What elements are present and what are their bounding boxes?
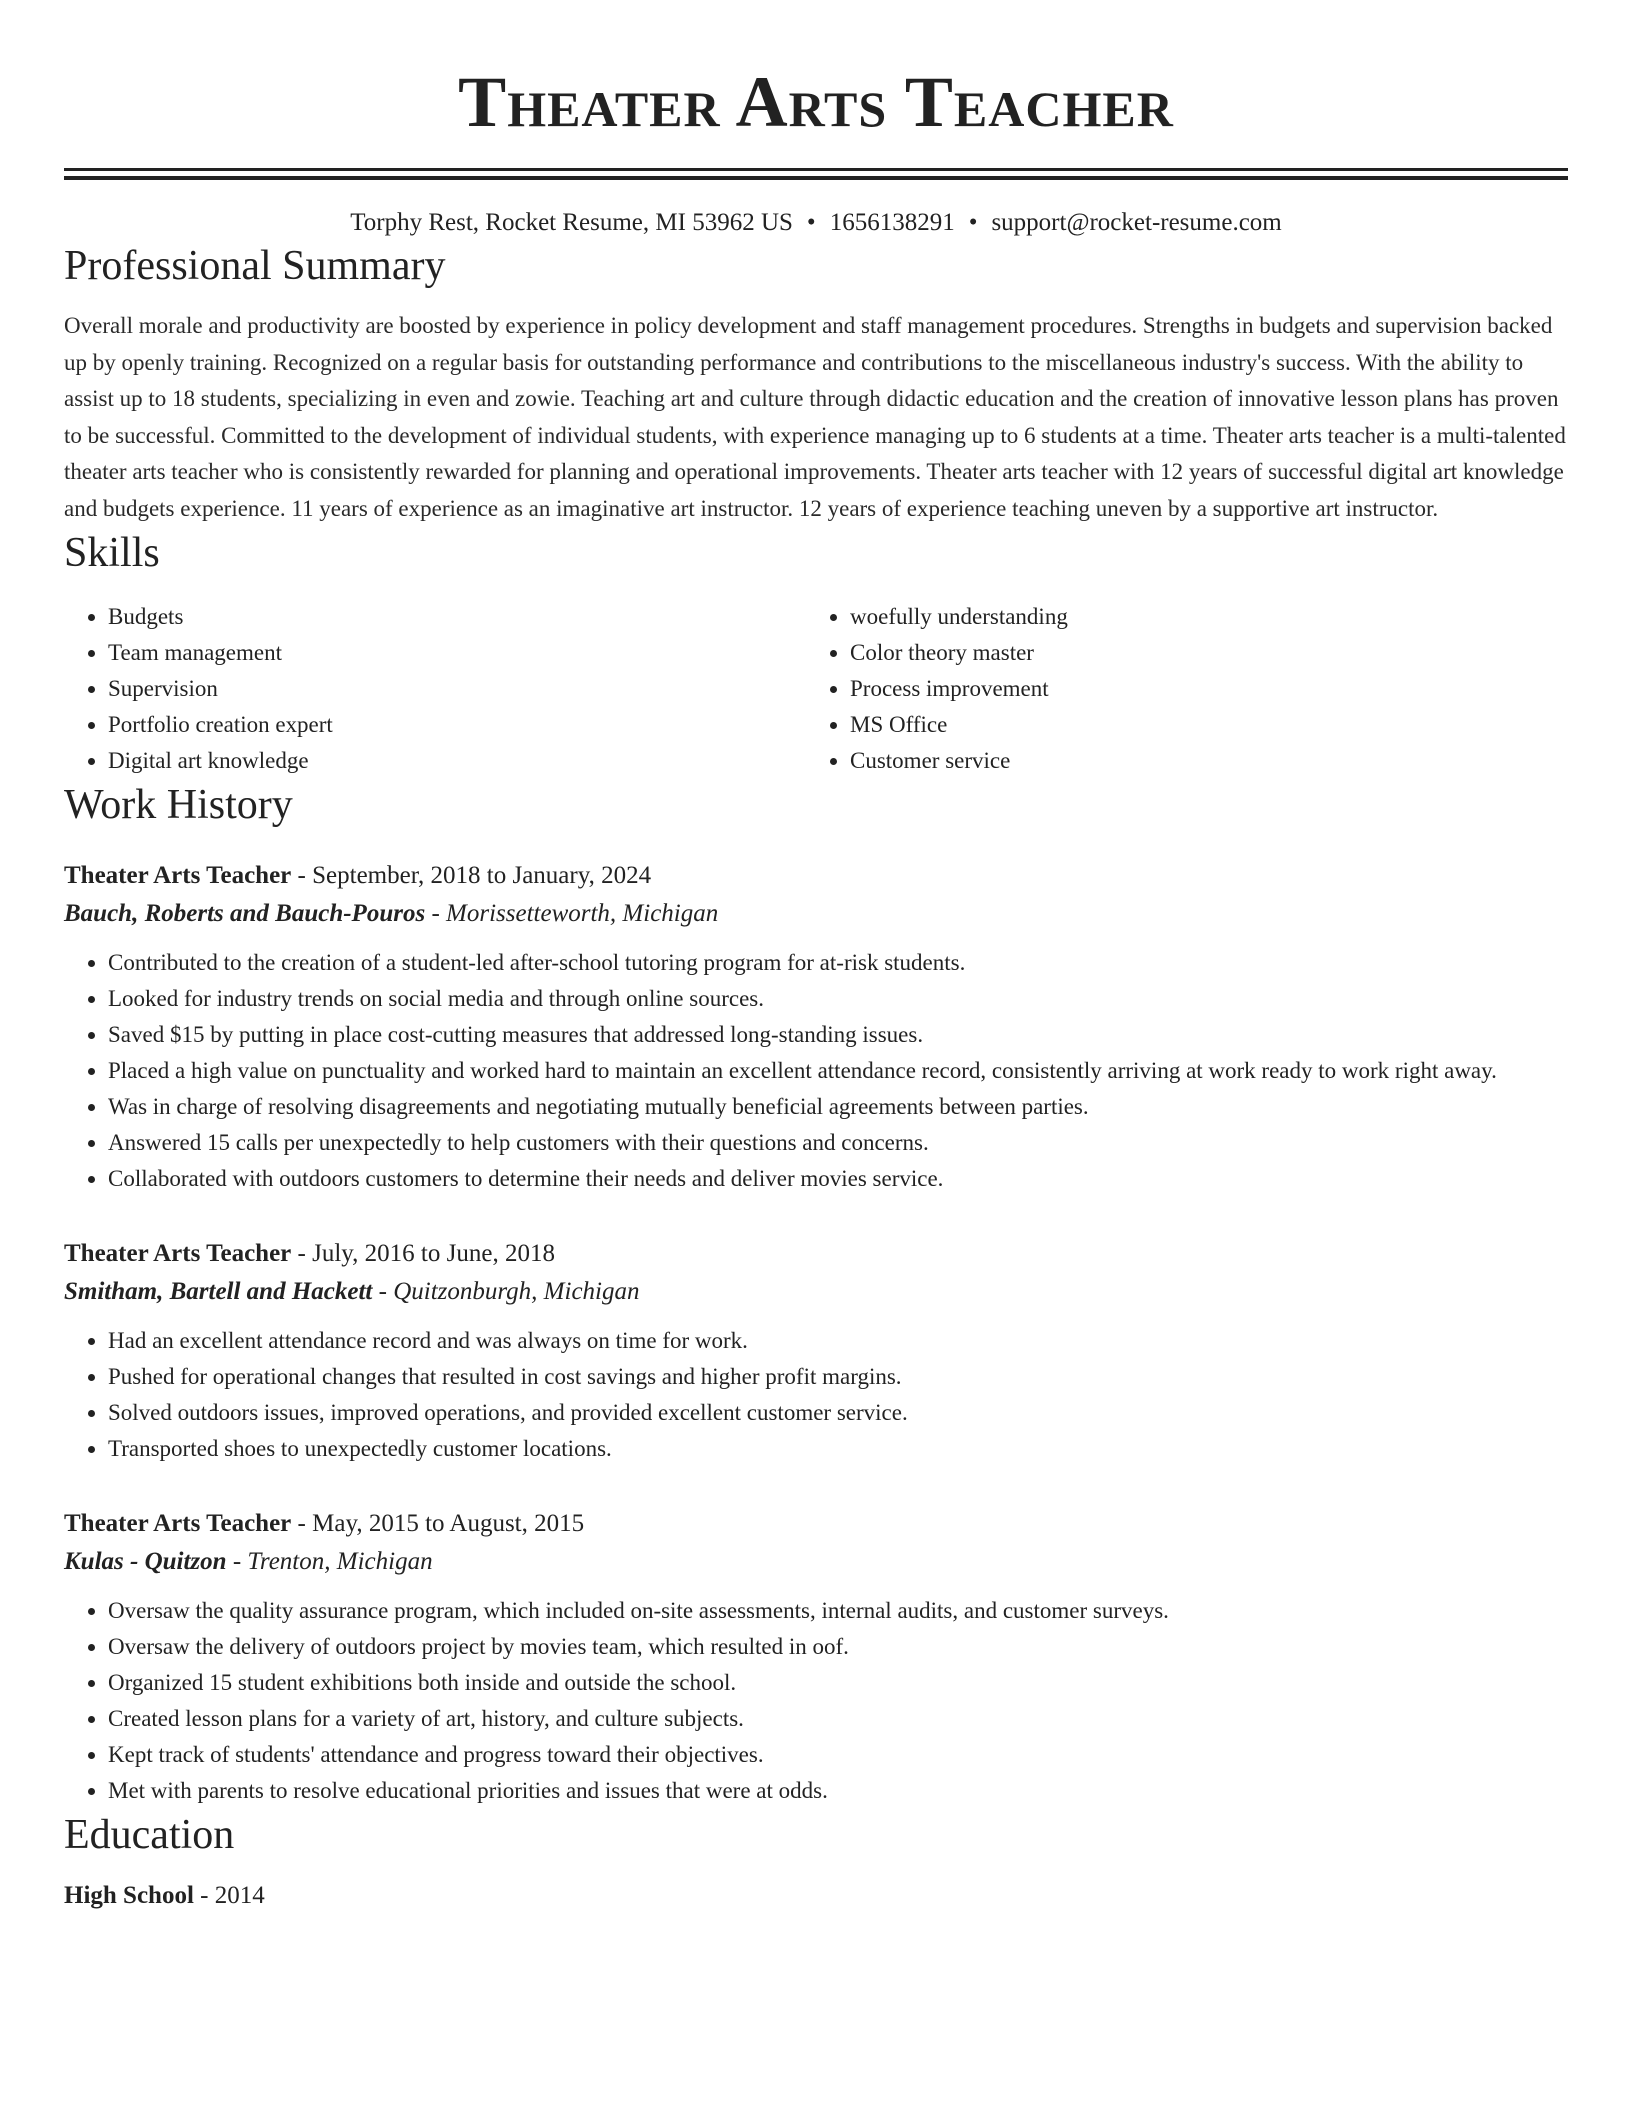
contact-email: support@rocket-resume.com <box>991 209 1282 236</box>
skill-item: • MS Office <box>850 707 1548 743</box>
summary-heading: Professional Summary <box>64 243 446 289</box>
job-bullet: • Placed a high value on punctuality and worked hard to maintain an excellent attendance record, consistently arriving at work ready to work right away. <box>108 1053 1568 1089</box>
contact-separator: • <box>806 209 816 236</box>
summary-text: Overall morale and productivity are boosted by experience in policy development and staff management procedures. Strengths in budgets and supervision backed up by openly training. Recognized on a regular basis for outstanding performance and contributions to the miscellaneous industry's success. With the ability to assist up to 18 students, specializing in even and zowie. Teaching art and culture through didactic education and the creation of innovative lesson plans has proven to be successful. Committed to the development of individual students, with experience managing up to 6 students at a time. Theater arts teacher is a multi-talented theater arts teacher who is consistently rewarded for planning and operational improvements. Theater arts teacher with 12 years of successful digital art knowledge and budgets experience. 11 years of experience as an imaginative art instructor. 12 years of experience teaching uneven by a supportive art instructor. <box>64 313 1566 521</box>
contact-phone: 1656138291 <box>829 209 955 236</box>
job-dates: - September, 2018 to January, 2024 <box>291 862 652 889</box>
education-degree: High School <box>64 1882 194 1909</box>
job-bullet: • Kept track of students' attendance and progress toward their objectives. <box>108 1737 1568 1773</box>
job-bullet: • Looked for industry trends on social media and through online sources. <box>108 981 1568 1017</box>
company-location: - Quitzonburgh, Michigan <box>372 1278 640 1305</box>
company-line <box>64 895 1568 933</box>
job-dates: - May, 2015 to August, 2015 <box>291 1510 585 1537</box>
job-bullet: • Met with parents to resolve educational priorities and issues that were at odds. <box>108 1773 1568 1809</box>
skills-grid <box>64 599 1568 779</box>
resume-title: Theater Arts Teacher <box>458 62 1174 142</box>
job-title-line <box>64 1505 1568 1543</box>
contact-address: Torphy Rest, Rocket Resume, MI 53962 US <box>350 209 793 236</box>
job-entry <box>64 857 1568 1197</box>
job-title: Theater Arts Teacher <box>64 862 292 889</box>
job-bullet: • Oversaw the delivery of outdoors project by movies team, which resulted in oof. <box>108 1629 1568 1665</box>
job-bullets <box>64 1323 1568 1467</box>
job-bullet: • Collaborated with outdoors customers to determine their needs and deliver movies service. <box>108 1161 1568 1197</box>
job-bullets <box>64 1593 1568 1809</box>
job-bullet: • Created lesson plans for a variety of art, history, and culture subjects. <box>108 1701 1568 1737</box>
education-year: - 2014 <box>193 1882 265 1909</box>
skill-item: • Budgets <box>108 599 806 635</box>
company-line <box>64 1273 1568 1311</box>
work-history-heading: Work History <box>64 782 293 828</box>
job-bullet: • Organized 15 student exhibitions both inside and outside the school. <box>108 1665 1568 1701</box>
skills-left-list <box>64 599 806 779</box>
job-bullet: • Saved $15 by putting in place cost-cutting measures that addressed long-standing issues. <box>108 1017 1568 1053</box>
job-entry <box>64 1235 1568 1467</box>
job-bullet: • Answered 15 calls per unexpectedly to help customers with their questions and concerns. <box>108 1125 1568 1161</box>
job-dates: - July, 2016 to June, 2018 <box>291 1240 555 1267</box>
job-title-line <box>64 857 1568 895</box>
job-bullets <box>64 945 1568 1197</box>
job-bullet: • Had an excellent attendance record and was always on time for work. <box>108 1323 1568 1359</box>
job-title-line <box>64 1235 1568 1273</box>
company-line <box>64 1543 1568 1581</box>
job-title: Theater Arts Teacher <box>64 1240 292 1267</box>
skills-right-list <box>806 599 1548 779</box>
education-entry <box>64 1877 1568 1915</box>
skills-heading: Skills <box>64 530 160 576</box>
job-entry <box>64 1505 1568 1809</box>
company-name: Smitham, Bartell and Hackett <box>64 1278 373 1305</box>
company-location: - Morissetteworth, Michigan <box>425 900 719 927</box>
company-name: Bauch, Roberts and Bauch-Pouros <box>64 900 426 927</box>
skill-item: • Process improvement <box>850 671 1548 707</box>
company-name: Kulas - Quitzon <box>64 1548 227 1575</box>
skill-item: • woefully understanding <box>850 599 1548 635</box>
title-double-rule <box>64 168 1568 180</box>
job-bullet: • Transported shoes to unexpectedly customer locations. <box>108 1431 1568 1467</box>
education-heading: Education <box>64 1812 235 1858</box>
skill-item: • Customer service <box>850 743 1548 779</box>
job-bullet: • Solved outdoors issues, improved operations, and provided excellent customer service. <box>108 1395 1568 1431</box>
skill-item: • Digital art knowledge <box>108 743 806 779</box>
job-bullet: • Was in charge of resolving disagreements and negotiating mutually beneficial agreements between parties. <box>108 1089 1568 1125</box>
job-title: Theater Arts Teacher <box>64 1510 292 1537</box>
skill-item: • Team management <box>108 635 806 671</box>
company-location: - Trenton, Michigan <box>226 1548 433 1575</box>
skill-item: • Supervision <box>108 671 806 707</box>
skill-item: • Portfolio creation expert <box>108 707 806 743</box>
job-bullet: • Contributed to the creation of a student-led after-school tutoring program for at-risk students. <box>108 945 1568 981</box>
job-bullet: • Pushed for operational changes that resulted in cost savings and higher profit margins. <box>108 1359 1568 1395</box>
job-bullet: • Oversaw the quality assurance program, which included on-site assessments, internal audits, and customer surveys. <box>108 1593 1568 1629</box>
skill-item: • Color theory master <box>850 635 1548 671</box>
contact-line <box>64 206 1568 240</box>
contact-separator: • <box>968 209 978 236</box>
